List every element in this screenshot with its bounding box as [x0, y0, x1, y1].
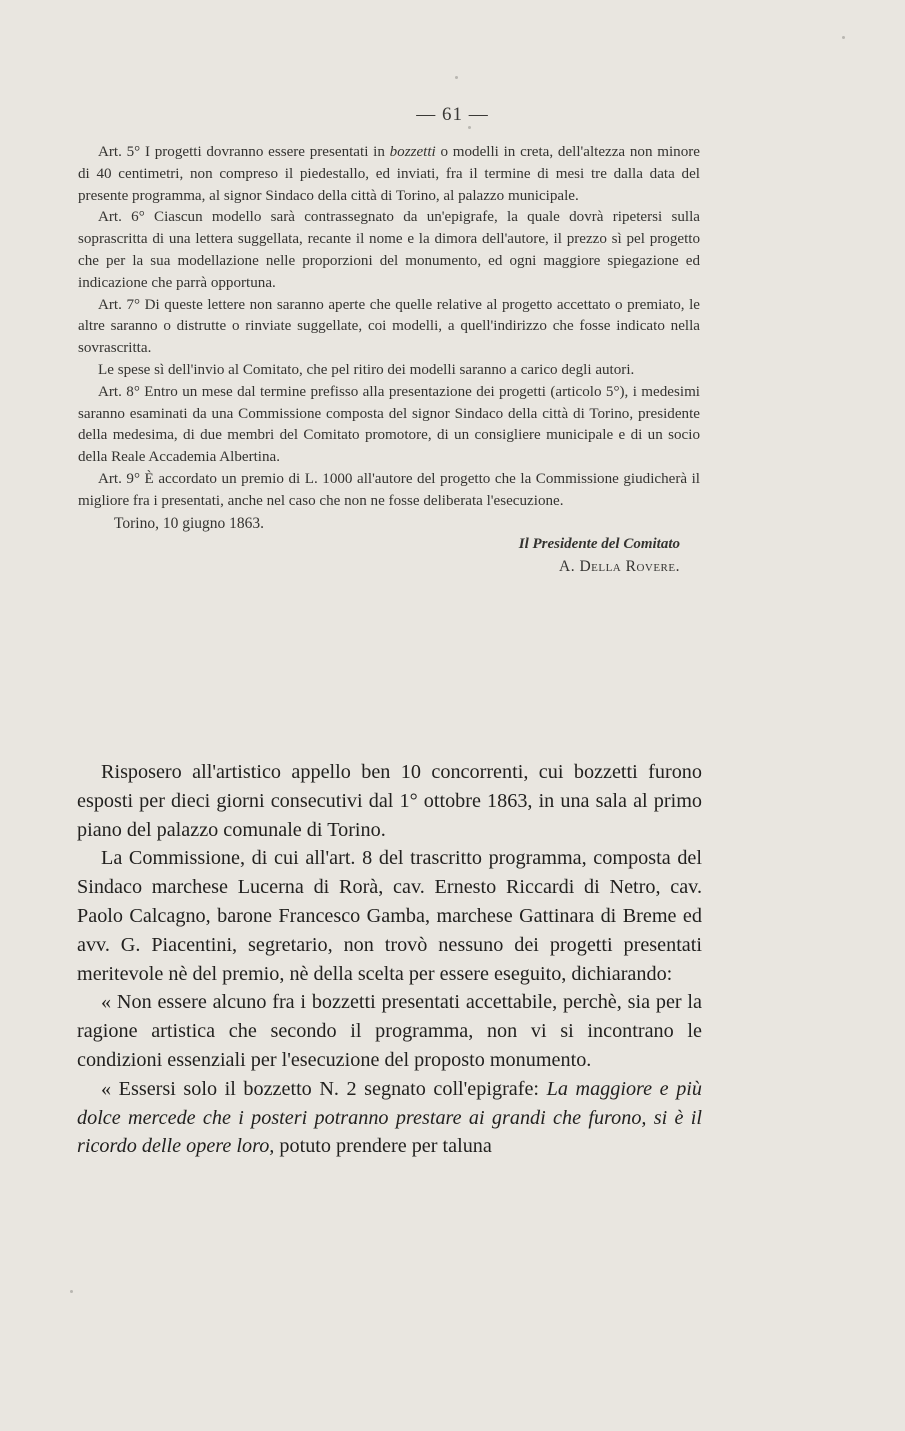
narrative-paragraph: La Commissione, di cui all'art. 8 del trascritto programma, composta del Sindaco marchese Lucerna di Rorà, cav. Ernesto Riccardi di Netro, cav. Paolo Calcagno, barone Francesco Gamba, marchese Gattinara di Breme ed avv. G. Piacentini, segretario, non trovò nessuno dei progetti presentati meritevole nè del premio, nè della scelta per essere eseguito, dichiarando:	[77, 847, 702, 985]
article-7: Art. 7° Di queste lettere non saranno aperte che quelle relative al progetto accettato o premiato, le altre saranno o distrutte o rinviate suggellate, coi modelli, a quell'indirizzo che fosse indicato nella sovrascritta.	[78, 296, 700, 357]
dateline: Torino, 10 giugno 1863.	[114, 514, 265, 532]
epigraph-quote: La maggiore e più dolce mercede che i posteri potranno prestare ai grandi che furono, si è il ricordo delle opere loro,	[77, 1077, 702, 1158]
paper-speck	[455, 76, 458, 79]
page-number: — 61 —	[416, 104, 489, 125]
narrative-paragraph: Risposero all'artistico appello ben 10 concorrenti, cui bozzetti furono esposti per dieci giorni consecutivi dal 1° ottobre 1863, in una sala al primo piano del palazzo comunale di Torino.	[77, 761, 702, 841]
narrative-paragraph: « Non essere alcuno fra i bozzetti presentati accettabile, perchè, sia per la ragione artistica che secondo il programma, non vi si incontrano le condizioni essenziali per l'esecuzione del proposto monumento.	[77, 991, 702, 1071]
signature-title: Il Presidente del Comitato	[518, 536, 680, 553]
narrative-text	[77, 758, 702, 1161]
article-7-costs: Le spese sì dell'invio al Comitato, che pel ritiro dei modelli saranno a carico degli autori.	[98, 361, 635, 378]
program-articles	[78, 142, 700, 578]
article-5: Art. 5° I progetti dovranno essere presentati in bozzetti o modelli in creta, dell'altezza non minore di 40 centimetri, non compreso il piedestallo, ed inviati, fra il termine di mesi tre dalla data del presente programma, al signor Sindaco della città di Torino, al palazzo municipale.	[78, 144, 700, 204]
article-8: Art. 8° Entro un mese dal termine prefisso alla presentazione dei progetti (articolo 5°), i medesimi saranno esaminati da una Commissione composta del signor Sindaco della città di Torino, presidente della medesima, di due membri del Comitato promotore, di un consigliere municipale e di un socio della Reale Accademia Albertina.	[78, 383, 700, 466]
paper-speck	[70, 1290, 73, 1293]
paper-speck	[468, 126, 471, 129]
signature-name: A. Della Rovere.	[559, 558, 680, 576]
article-9: Art. 9° È accordato un premio di L. 1000 all'autore del progetto che la Commissione giudicherà il migliore fra i presentati, anche nel caso che non ne fosse deliberata l'esecuzione.	[78, 470, 700, 509]
narrative-paragraph: « Essersi solo il bozzetto N. 2 segnato coll'epigrafe: La maggiore e più dolce mercede che i posteri potranno prestare ai grandi che furono, si è il ricordo delle opere loro, potuto prendere per taluna	[77, 1077, 702, 1158]
paper-speck	[842, 36, 845, 39]
article-6: Art. 6° Ciascun modello sarà contrassegnato da un'epigrafe, la quale dovrà ripetersi sulla soprascritta di una lettera suggellata, recante il nome e la dimora dell'autore, il prezzo sì pel progetto che per la sua modellazione nelle proporzioni del monumento, ed ogni maggiore spiegazione ed indicazione che parrà opportuna.	[78, 209, 700, 291]
